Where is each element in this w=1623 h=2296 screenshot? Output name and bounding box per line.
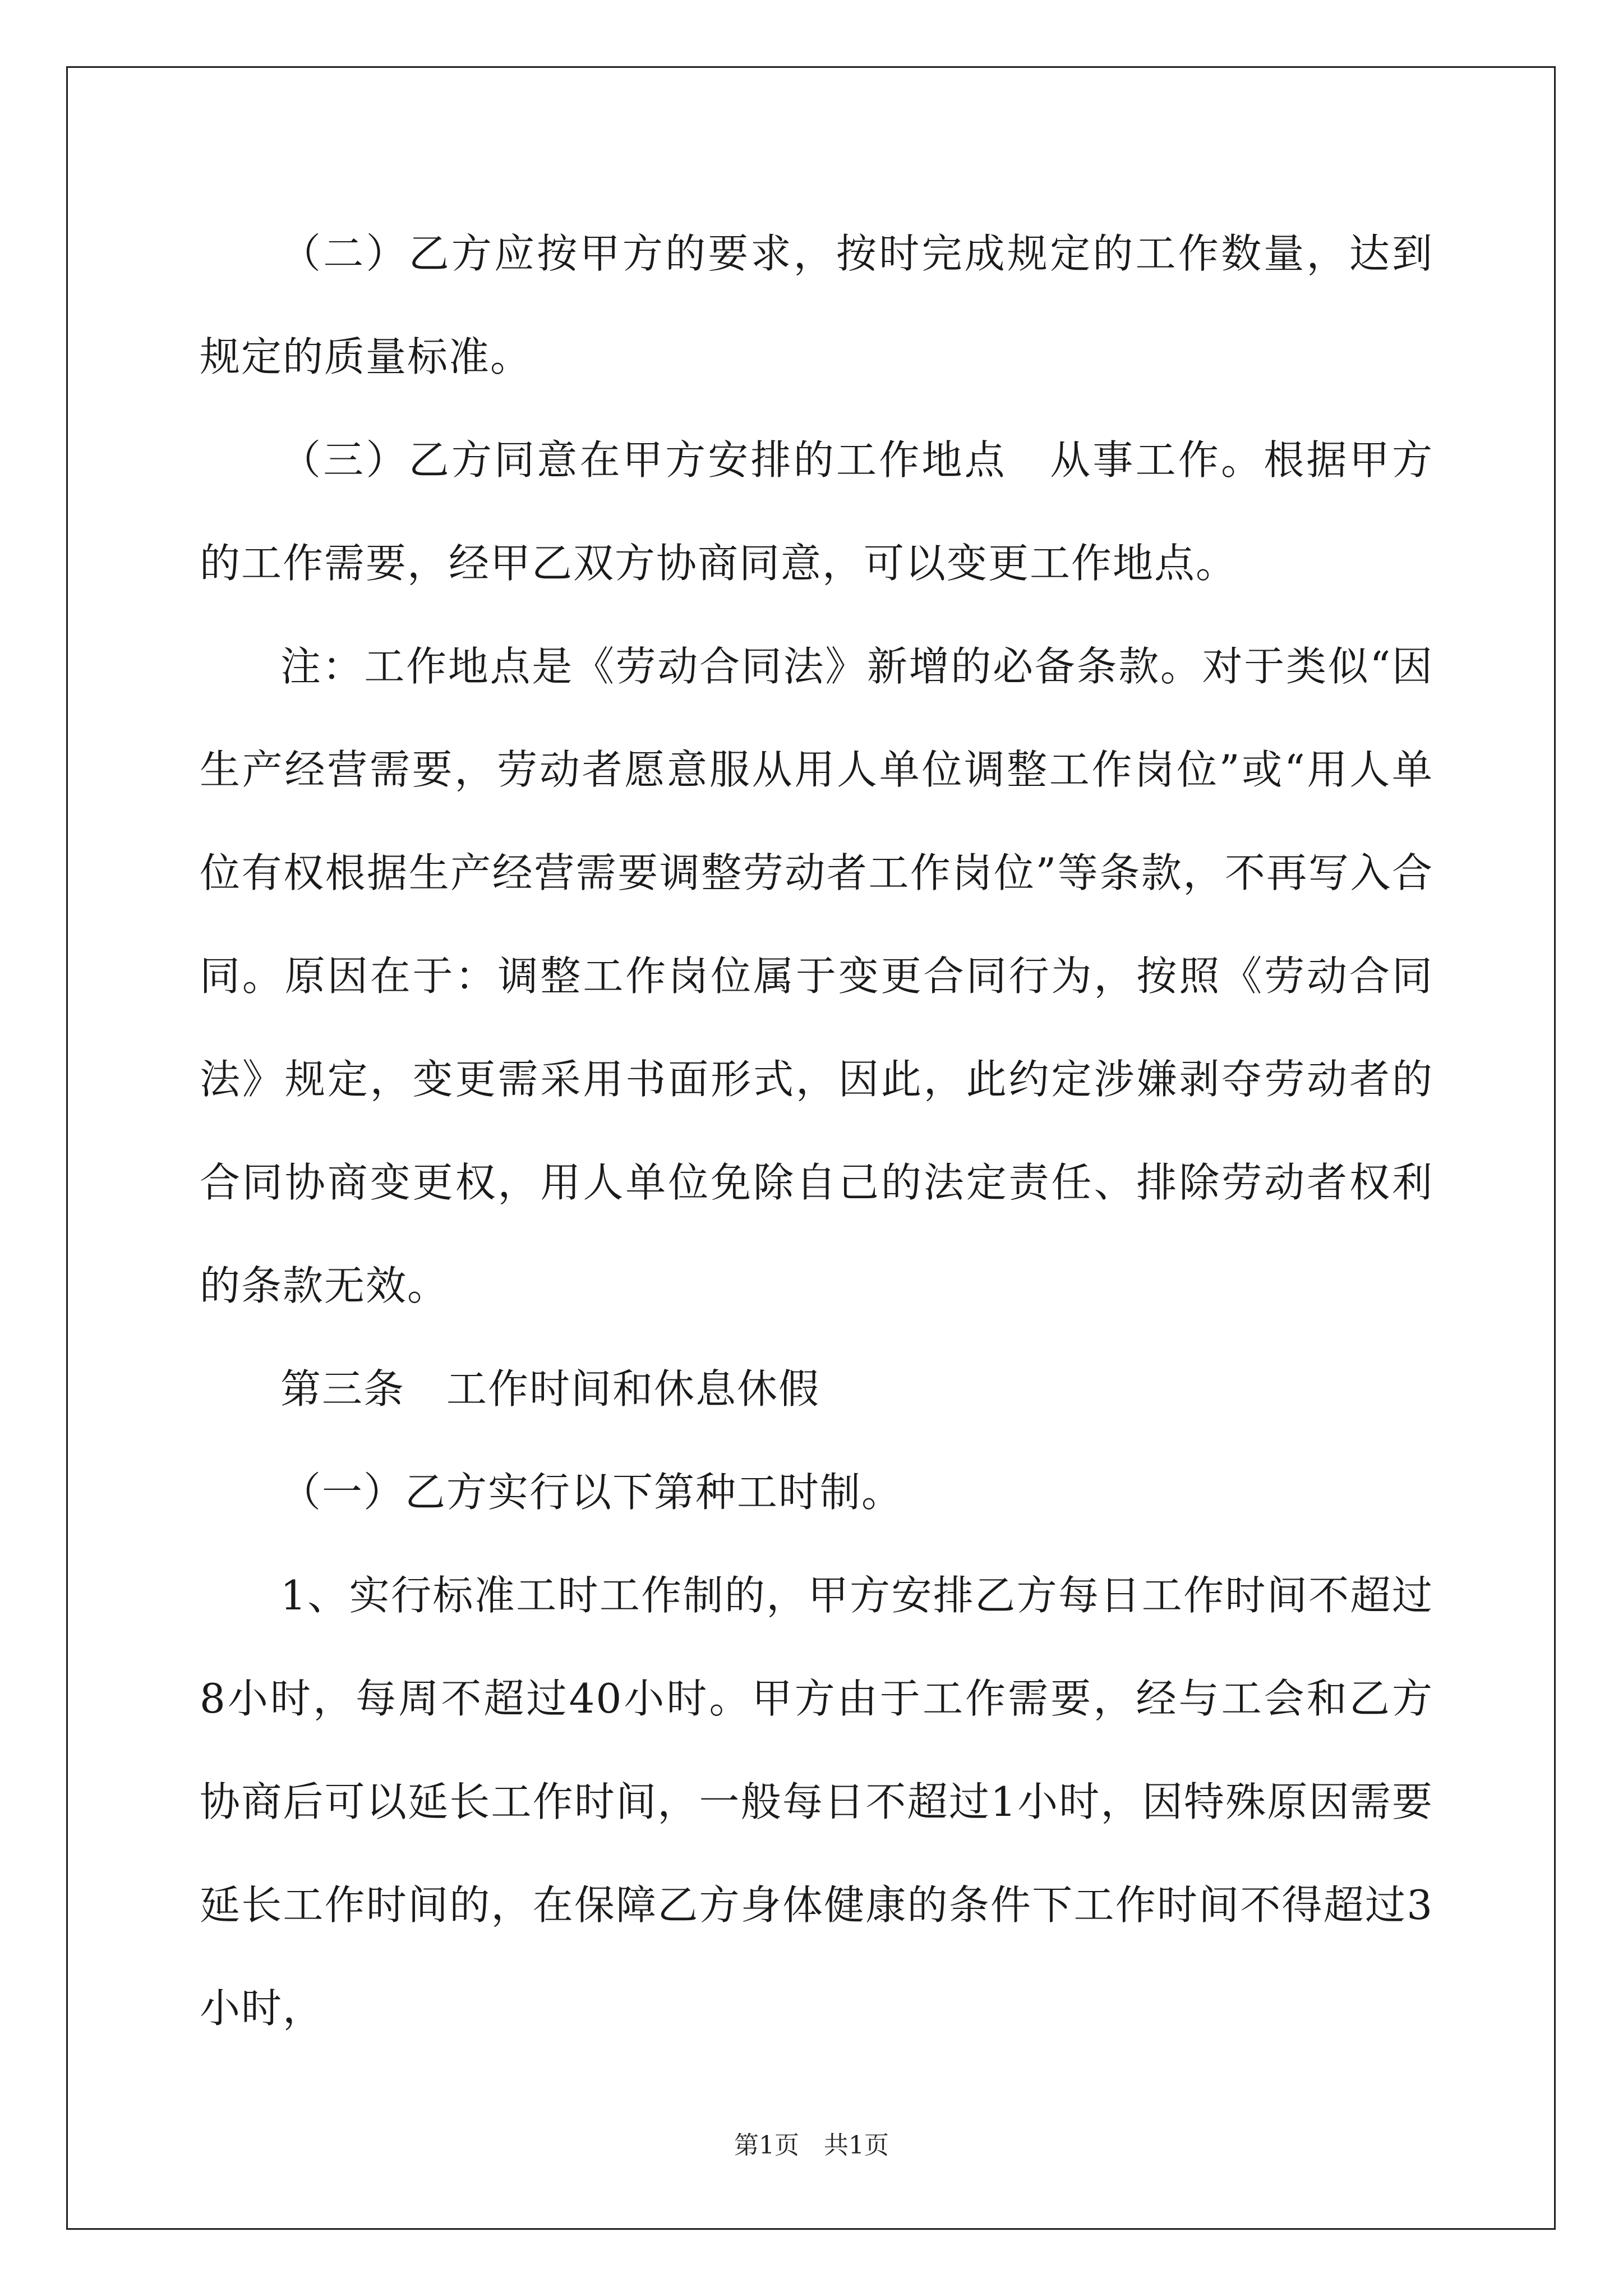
paragraph-note: 注：工作地点是《劳动合同法》新增的必备条款。对于类似“因生产经营需要，劳动者愿意服从用人单位调整工作岗位”或“用人单位有权根据生产经营需要调整劳动者工作岗位”等条款，不再写入合同。原因在于：调整工作岗位属于变更合同行为，按照《劳动合同法》规定，变更需采用书面形式，因此，此约定涉嫌剥夺劳动者的合同协商变更权，用人单位免除自己的法定责任、排除劳动者权利的条款无效。 [200,643,1433,1309]
paragraph-clause-2: （二）乙方应按甲方的要求，按时完成规定的工作数量，达到规定的质量标准。 [200,230,1433,380]
document-body [200,202,1433,2060]
paragraph-clause-1: （一）乙方实行以下第种工时制。 [280,1469,903,1516]
section-heading-article-3: 第三条 工作时间和休息休假 [280,1365,820,1412]
paragraph-standard-hours: 1、实行标准工时工作制的，甲方安排乙方每日工作时间不超过8小时，每周不超过40小时。甲方由于工作需要，经与工会和乙方协商后可以延长工作时间，一般每日不超过1小时，因特殊原因需要延长工作时间的，在保障乙方身体健康的条件下工作时间不得超过3小时， [200,1572,1433,2032]
page-footer: 第1页 共1页 [734,2131,889,2160]
paragraph-clause-3: （三）乙方同意在甲方安排的工作地点 从事工作。根据甲方的工作需要，经甲乙双方协商同意，可以变更工作地点。 [200,436,1433,587]
